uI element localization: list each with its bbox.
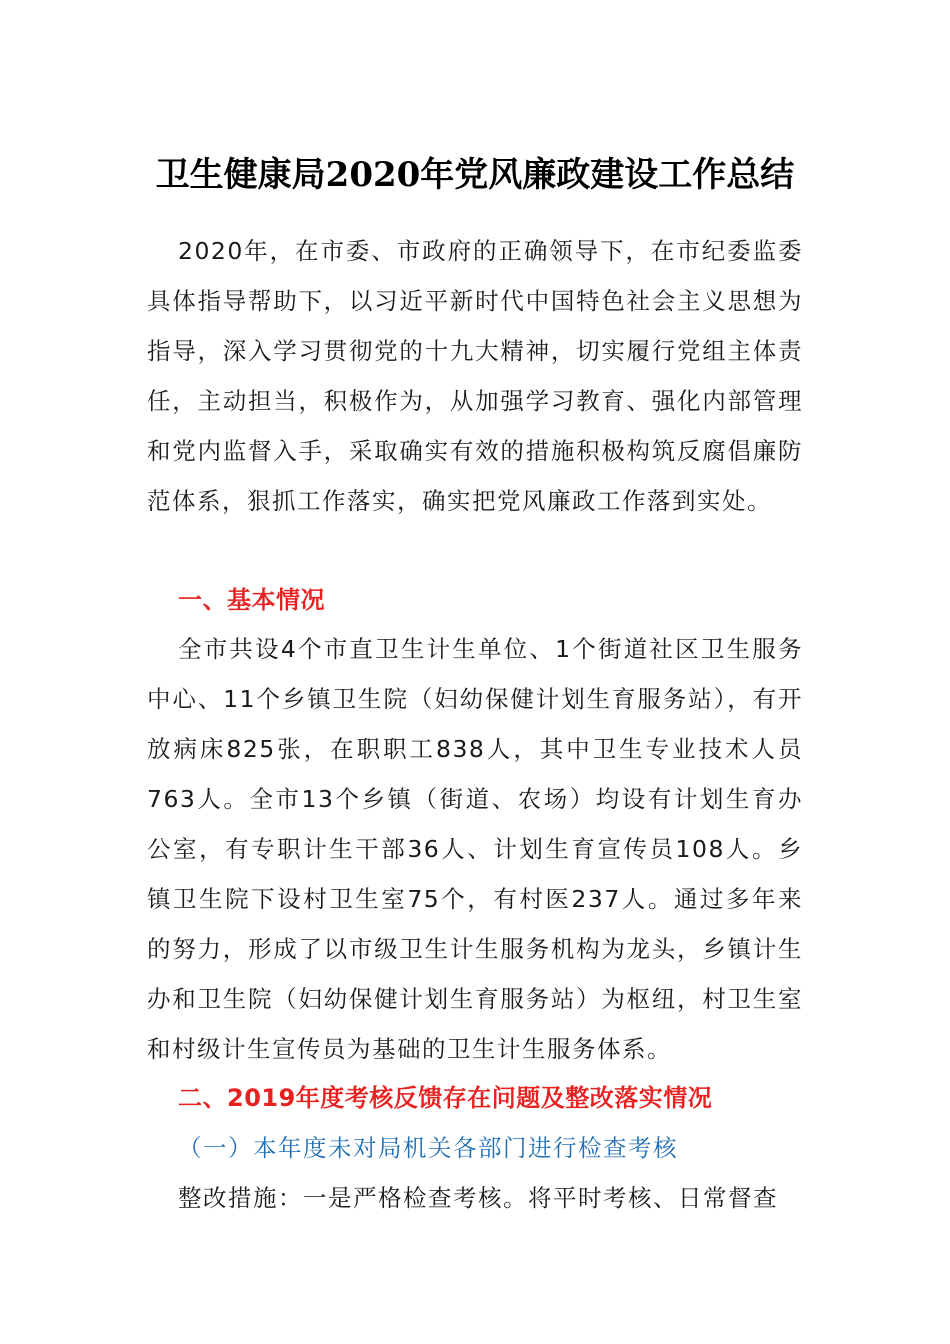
subsection-heading-inspection: （一）本年度未对局机关各部门进行检查考核	[178, 1134, 678, 1162]
rectification-paragraph: 整改措施：一是严格检查考核。将平时考核、日常督查	[178, 1184, 778, 1212]
intro-paragraph: 2020年，在市委、市政府的正确领导下，在市纪委监委具体指导帮助下，以习近平新时代中国特色社会主义思想为指导，深入学习贯彻党的十九大精神，切实履行党组主体责任，主动担当，积极作为，从加强学习教育、强化内部管理和党内监督入手，采取确实有效的措施积极构筑反腐倡廉防范体系，狠抓工作落实，确实把党风廉政工作落到实处。	[147, 237, 803, 515]
section-heading-rectification: 二、2019年度考核反馈存在问题及整改落实情况	[178, 1084, 713, 1112]
basic-situation-paragraph: 全市共设4个市直卫生计生单位、1个街道社区卫生服务中心、11个乡镇卫生院（妇幼保健计划生育服务站），有开放病床825张，在职职工838人，其中卫生专业技术人员763人。全市13个乡镇（街道、农场）均设有计划生育办公室，有专职计生干部36人、计划生育宣传员108人。乡镇卫生院下设村卫生室75个，有村医237人。通过多年来的努力，形成了以市级卫生计生服务机构为龙头，乡镇计生办和卫生院（妇幼保健计划生育服务站）为枢纽，村卫生室和村级计生宣传员为基础的卫生计生服务体系。	[147, 635, 803, 1063]
section-heading-basic-situation: 一、基本情况	[178, 586, 325, 614]
document-title: 卫生健康局2020年党风廉政建设工作总结	[155, 155, 795, 195]
